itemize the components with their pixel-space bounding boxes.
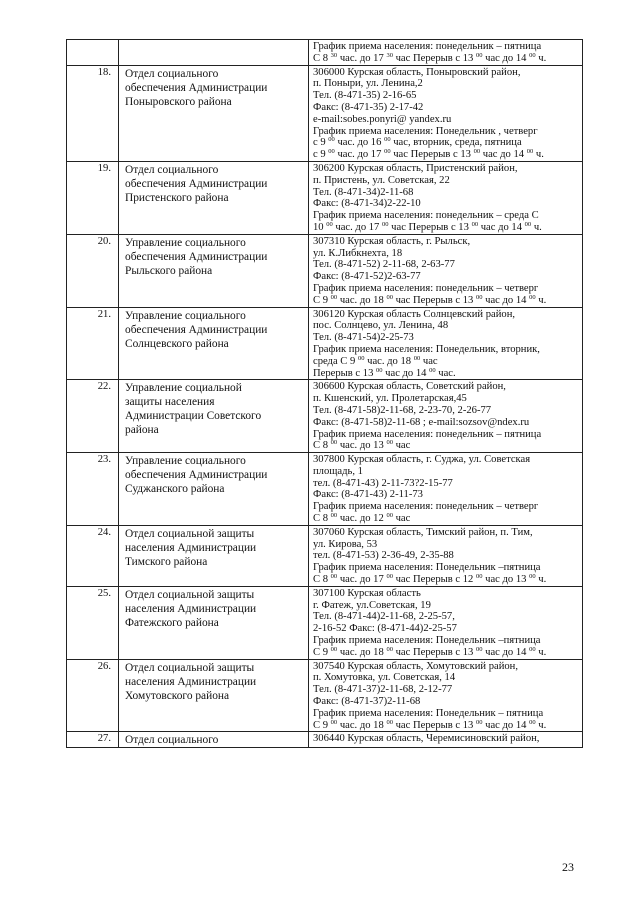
contact-line: e-mail:sobes.ponyri@ yandex.ru [313,113,452,125]
table-row [67,307,583,380]
table-row [67,65,583,161]
table-row [67,453,583,526]
office-name-line: населения Администрации [125,541,257,554]
office-name-line: обеспечения Администрации [125,323,268,336]
contact-line: С 8 $^{00}$ час. до 12 $^{00}$ час [313,512,411,525]
office-name-line: обеспечения Администрации [125,81,268,94]
office-name [119,307,309,380]
office-name [119,732,309,748]
contact-line: 306120 Курская область Солнцевский район, [313,308,516,320]
contact-line: 10 $^{00}$ час. до 17 $^{00}$ час Перерыв с 13 $^{00}$ час до 14 $^{00}$ ч. [313,220,542,233]
contact-line: График приема населения: понедельник – четверг [313,282,539,294]
contact-line: ул. Кирова, 53 [313,538,378,550]
office-contacts [309,234,583,307]
table-row [67,234,583,307]
contact-line: Факс: (8-471-34)2-22-10 [313,198,421,210]
row-number: 24. [67,525,119,586]
table-row [67,525,583,586]
office-name-line: обеспечения Администрации [125,250,268,263]
office-name [119,65,309,161]
office-name-line: Управление социальной [125,382,242,395]
row-number: 18. [67,65,119,161]
contact-line: График приема населения: Понедельник – пятница [313,707,544,719]
office-contacts [309,525,583,586]
office-contacts [309,586,583,659]
contact-line: площадь, 1 [313,465,363,477]
office-name-line: Отдел социального [125,163,219,176]
office-contacts [309,659,583,732]
contact-line: 306000 Курская область, Поныровский район, [313,66,521,78]
contact-line: С 8 $^{00}$ час. до 17 $^{00}$ час Перерыв с 12 $^{00}$ час до 13 $^{00}$ ч. [313,573,547,586]
contact-line: Перерыв с 13 $^{00}$ час до 14 $^{00}$ час. [313,366,456,379]
contact-line: График приема населения: понедельник – среда С [313,210,539,222]
office-contacts [309,732,583,748]
row-number: 25. [67,586,119,659]
contact-line: с 9 $^{00}$ час. до 16 $^{00}$ час, вторник, среда, пятница [313,136,522,149]
contact-line: С 9 $^{00}$ час. до 18 $^{00}$ час Перерыв с 13 $^{00}$ час до 14 $^{00}$ ч. [313,718,547,731]
contact-line: Тел. (8-471-54)2-25-73 [313,332,414,344]
contact-line: 307800 Курская область, г. Суджа, ул. Советская [313,454,531,466]
contact-line: 307540 Курская область, Хомутовский район, [313,660,518,672]
contact-line: График приема населения: Понедельник –пятница [313,635,541,647]
contact-line: п. Кшенский, ул. Пролетарская,45 [313,393,467,405]
office-name-line: Пристенского района [125,191,229,204]
office-name-line: Отдел социальной защиты [125,588,255,601]
page-number: 23 [562,860,574,874]
contact-line: График приема населения: понедельник – пятница [313,41,542,52]
office-contacts [309,307,583,380]
contact-line: Факс: (8-471-43) 2-11-73 [313,489,423,501]
row-number: 21. [67,307,119,380]
row-number: 22. [67,380,119,453]
office-contacts [309,453,583,526]
office-name-line: Хомутовского района [125,689,230,702]
office-contacts [309,380,583,453]
contact-line: График приема населения: понедельник – четверг [313,501,539,513]
office-name-line: обеспечения Администрации [125,177,268,190]
contact-line: Факс: (8-471-35) 2-17-42 [313,101,424,113]
contact-line: Факс: (8-471-52)2-63-77 [313,271,421,283]
table-row [67,659,583,732]
contact-line: Тел. (8-471-34)2-11-68 [313,186,414,198]
row-number [67,40,119,66]
office-name-line: обеспечения Администрации [125,469,268,482]
contact-line: 307310 Курская область, г. Рыльск, [313,235,471,247]
contact-line: пос. Солнцево, ул. Ленина, 48 [313,320,449,332]
contact-line: 307100 Курская область [313,587,421,599]
row-number: 27. [67,732,119,748]
contact-line: График приема населения: Понедельник –пятница [313,562,541,574]
table-row [67,732,583,748]
contact-line: с 9 $^{00}$ час. до 17 $^{00}$ час Перерыв с 13 $^{00}$ час до 14 $^{00}$ ч. [313,148,544,161]
office-name-line: населения Администрации [125,602,257,615]
office-name-line: Управление социального [125,309,246,322]
contact-line: С 8 $^{00}$ час. до 13 $^{00}$ час [313,439,411,452]
contact-line: Тел. (8-471-44)2-11-68, 2-25-57, [313,611,455,623]
contact-line: п. Пристень, ул. Советская, 22 [313,174,450,186]
contact-line: п. Поныри, ул. Ленина,2 [313,78,423,90]
office-name-line: Управление социального [125,236,246,249]
contact-line: С 9 $^{00}$ час. до 18 $^{00}$ час Перерыв с 13 $^{00}$ час до 14 $^{00}$ ч. [313,293,547,306]
contact-line: ул. К.Либкнехта, 18 [313,247,403,259]
contact-line: 2-16-52 Факс: (8-471-44)2-25-57 [313,623,457,635]
row-number: 26. [67,659,119,732]
office-name-line: Тимского района [125,555,208,568]
contact-line: тел. (8-471-53) 2-36-49, 2-35-88 [313,550,454,562]
office-name-line: района [125,424,159,437]
office-name-line: Поныровского района [125,95,232,108]
row-number: 23. [67,453,119,526]
office-name-line: Отдел социальной защиты [125,661,255,674]
office-name-line: Управление социального [125,455,246,468]
office-name [119,234,309,307]
office-contacts [309,40,583,66]
contact-line: Факс: (8-471-58)2-11-68 ; e-mail:sozsov@ndex.ru [313,416,530,428]
office-name [119,659,309,732]
contact-line: С 8 $^{30}$ час. до 17 $^{30}$ час Перерыв с 13 $^{00}$ час до 14 $^{00}$ ч. [313,51,547,64]
contact-line: 306200 Курская область, Пристенский район, [313,162,518,174]
contact-line: График приема населения: понедельник – пятница [313,428,542,440]
contact-line: г. Фатеж, ул.Советская, 19 [313,599,431,611]
row-number: 19. [67,161,119,234]
office-name-line: Суджанского района [125,483,225,496]
office-name [119,453,309,526]
contact-line: График приема населения: Понедельник, вторник, [313,343,540,355]
offices-table-body [67,40,583,748]
office-name [119,586,309,659]
office-contacts [309,65,583,161]
offices-table [66,39,583,748]
contact-line: Тел. (8-471-37)2-11-68, 2-12-77 [313,684,453,696]
contact-line: 307060 Курская область, Тимский район, п. Тим, [313,526,533,538]
office-name-line: Администрации Советского [125,410,262,423]
table-row [67,380,583,453]
contact-line: Тел. (8-471-52) 2-11-68, 2-63-77 [313,259,455,271]
contact-line: 306440 Курская область, Черемисиновский район, [313,733,540,745]
contact-line: среда С 9 $^{00}$ час. до 18 $^{00}$ час [313,354,438,367]
contact-line: С 9 $^{00}$ час. до 18 $^{00}$ час Перерыв с 13 $^{00}$ час до 14 $^{00}$ ч. [313,645,547,658]
contact-line: Факс: (8-471-37)2-11-68 [313,696,421,708]
office-name [119,40,309,66]
office-name-line: Отдел социального [125,734,219,747]
contact-line: Тел. (8-471-58)2-11-68, 2-23-70, 2-26-77 [313,404,492,416]
contact-line: тел. (8-471-43) 2-11-73?2-15-77 [313,477,453,489]
office-name-line: Отдел социальной защиты [125,527,255,540]
office-contacts [309,161,583,234]
office-name-line: защиты населения [125,396,215,409]
table-row [67,40,583,66]
table-row [67,586,583,659]
office-name-line: Фатежского района [125,616,219,629]
contact-line: График приема населения: Понедельник , четверг [313,125,538,137]
office-name-line: Рыльского района [125,264,213,277]
office-name-line: Солнцевского района [125,337,229,350]
office-name-line: населения Администрации [125,675,257,688]
office-name [119,525,309,586]
table-row [67,161,583,234]
office-name [119,161,309,234]
contact-line: п. Хомутовка, ул. Советская, 14 [313,672,456,684]
office-name-line: Отдел социального [125,67,219,80]
contact-line: 306600 Курская область, Советский район, [313,381,506,393]
office-name [119,380,309,453]
contact-line: Тел. (8-471-35) 2-16-65 [313,90,417,102]
row-number: 20. [67,234,119,307]
